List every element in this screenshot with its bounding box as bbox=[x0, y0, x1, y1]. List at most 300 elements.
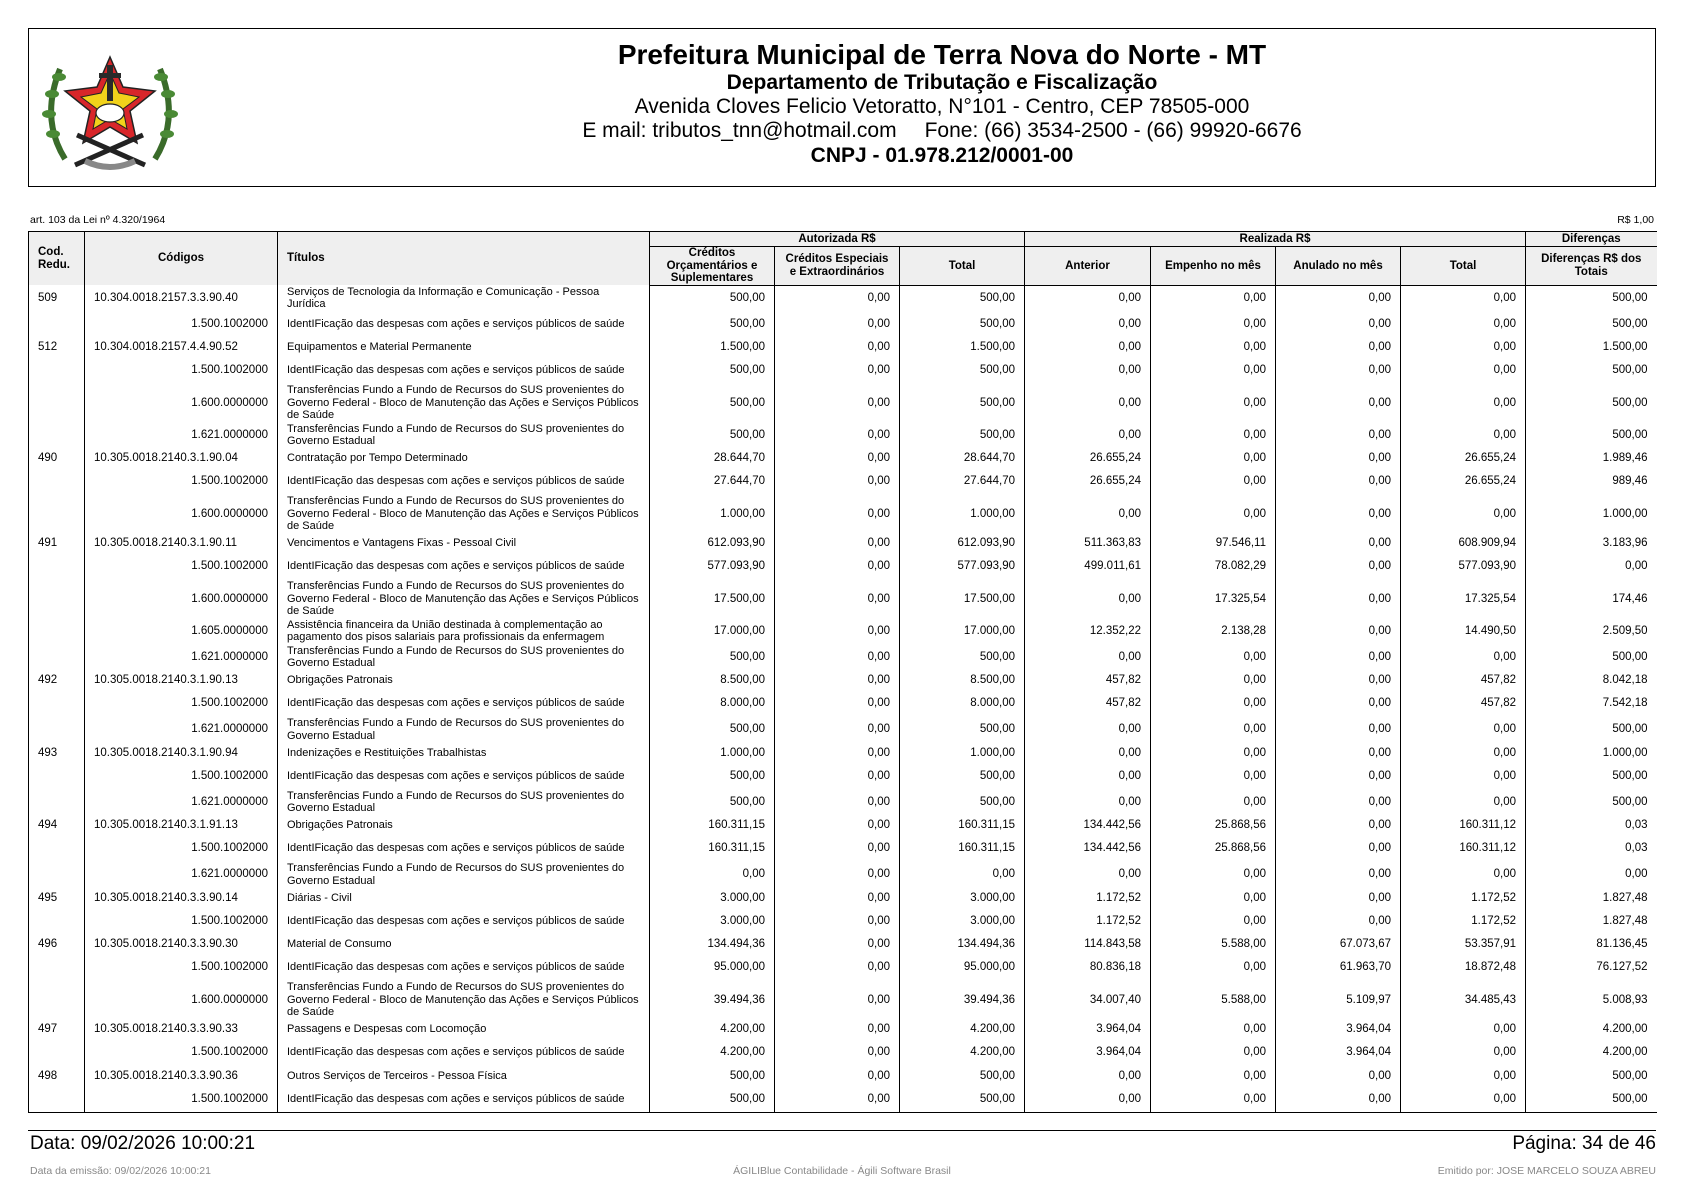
cell-anterior: 134.442,56 bbox=[1025, 836, 1151, 862]
cell-anulado: 0,00 bbox=[1276, 644, 1401, 670]
table-row bbox=[29, 384, 1657, 423]
cnpj: CNPJ - 01.978.212/0001-00 bbox=[810, 143, 1074, 167]
cell-creditos: 8.000,00 bbox=[650, 691, 775, 717]
cell-total-autorizada: 1.500,00 bbox=[900, 337, 1025, 358]
cell-titulo: Serviços de Tecnologia da Informação e Comunicação - Pessoa Jurídica bbox=[278, 285, 650, 311]
cell-codigo: 1.500.1002000 bbox=[85, 1040, 278, 1066]
cell-cod: 495 bbox=[29, 888, 85, 909]
cell-empenho: 0,00 bbox=[1151, 495, 1276, 534]
cell-empenho: 0,00 bbox=[1151, 670, 1276, 691]
cell-anterior: 3.964,04 bbox=[1025, 1040, 1151, 1066]
table-row bbox=[29, 955, 1657, 981]
cell-empenho: 5.588,00 bbox=[1151, 934, 1276, 955]
table-row bbox=[29, 836, 1657, 862]
cell-total-realizada: 0,00 bbox=[1401, 358, 1526, 384]
cell-anulado: 0,00 bbox=[1276, 670, 1401, 691]
cell-titulo: IdentIFicação das despesas com ações e serviços públicos de saúde bbox=[278, 908, 650, 934]
cell-empenho: 0,00 bbox=[1151, 1066, 1276, 1087]
municipality-title: Prefeitura Municipal de Terra Nova do Norte - MT bbox=[617, 39, 1267, 70]
cell-creditos: 500,00 bbox=[650, 1086, 775, 1112]
cell-empenho: 17.325,54 bbox=[1151, 580, 1276, 619]
cell-anulado: 3.964,04 bbox=[1276, 1019, 1401, 1040]
col-total-realizada: Total bbox=[1401, 247, 1526, 286]
cell-total-autorizada: 500,00 bbox=[900, 422, 1025, 448]
cell-empenho: 97.546,11 bbox=[1151, 533, 1276, 554]
cell-creditos: 1.000,00 bbox=[650, 743, 775, 764]
cell-cod bbox=[29, 358, 85, 384]
cell-especiais: 0,00 bbox=[775, 495, 900, 534]
cell-especiais: 0,00 bbox=[775, 422, 900, 448]
cell-creditos: 1.000,00 bbox=[650, 495, 775, 534]
cell-anulado: 0,00 bbox=[1276, 888, 1401, 909]
cell-diferenca: 4.200,00 bbox=[1526, 1040, 1657, 1066]
cell-total-autorizada: 28.644,70 bbox=[900, 448, 1025, 469]
cell-titulo: Obrigações Patronais bbox=[278, 815, 650, 836]
cell-total-autorizada: 17.000,00 bbox=[900, 618, 1025, 644]
cell-cod bbox=[29, 554, 85, 580]
cell-anterior: 0,00 bbox=[1025, 1066, 1151, 1087]
cell-titulo: IdentIFicação das despesas com ações e serviços públicos de saúde bbox=[278, 1040, 650, 1066]
cell-total-autorizada: 500,00 bbox=[900, 311, 1025, 337]
cell-total-realizada: 0,00 bbox=[1401, 644, 1526, 670]
cell-total-realizada: 0,00 bbox=[1401, 285, 1526, 311]
cell-especiais: 0,00 bbox=[775, 384, 900, 423]
cell-diferenca: 500,00 bbox=[1526, 358, 1657, 384]
cell-anterior: 34.007,40 bbox=[1025, 981, 1151, 1020]
table-row bbox=[29, 337, 1657, 358]
cell-cod bbox=[29, 862, 85, 888]
cell-anulado: 0,00 bbox=[1276, 495, 1401, 534]
cell-anulado: 0,00 bbox=[1276, 384, 1401, 423]
cell-diferenca: 1.000,00 bbox=[1526, 743, 1657, 764]
cell-diferenca: 500,00 bbox=[1526, 1066, 1657, 1087]
cell-total-autorizada: 0,00 bbox=[900, 862, 1025, 888]
cell-creditos: 4.200,00 bbox=[650, 1019, 775, 1040]
cell-diferenca: 0,03 bbox=[1526, 836, 1657, 862]
cell-diferenca: 500,00 bbox=[1526, 285, 1657, 311]
cell-total-realizada: 0,00 bbox=[1401, 1066, 1526, 1087]
cell-anterior: 0,00 bbox=[1025, 580, 1151, 619]
cell-empenho: 0,00 bbox=[1151, 337, 1276, 358]
cell-total-autorizada: 4.200,00 bbox=[900, 1040, 1025, 1066]
cell-codigo: 1.621.0000000 bbox=[85, 789, 278, 815]
table-row bbox=[29, 691, 1657, 717]
cell-creditos: 612.093,90 bbox=[650, 533, 775, 554]
cell-total-realizada: 1.172,52 bbox=[1401, 908, 1526, 934]
cell-codigo: 1.500.1002000 bbox=[85, 908, 278, 934]
cell-anulado: 0,00 bbox=[1276, 908, 1401, 934]
cell-diferenca: 7.542,18 bbox=[1526, 691, 1657, 717]
cell-empenho: 0,00 bbox=[1151, 717, 1276, 743]
report-date: Data: 09/02/2026 10:00:21 bbox=[30, 1133, 256, 1154]
cell-total-autorizada: 612.093,90 bbox=[900, 533, 1025, 554]
cell-total-realizada: 0,00 bbox=[1401, 789, 1526, 815]
email: E mail: tributos_tnn@hotmail.com bbox=[582, 119, 897, 143]
cell-cod bbox=[29, 384, 85, 423]
cell-creditos: 500,00 bbox=[650, 789, 775, 815]
cell-cod bbox=[29, 717, 85, 743]
cell-diferenca: 500,00 bbox=[1526, 789, 1657, 815]
cell-anterior: 0,00 bbox=[1025, 337, 1151, 358]
cell-codigo: 1.605.0000000 bbox=[85, 618, 278, 644]
cell-titulo: Material de Consumo bbox=[278, 934, 650, 955]
cell-anulado: 3.964,04 bbox=[1276, 1040, 1401, 1066]
cell-empenho: 0,00 bbox=[1151, 469, 1276, 495]
cell-total-autorizada: 500,00 bbox=[900, 285, 1025, 311]
cell-especiais: 0,00 bbox=[775, 888, 900, 909]
cell-especiais: 0,00 bbox=[775, 743, 900, 764]
cell-especiais: 0,00 bbox=[775, 554, 900, 580]
cell-titulo: Assistência financeira da União destinada à complementação ao pagamento dos pisos salariais para profissionais da enfermagem bbox=[278, 618, 650, 644]
cell-total-autorizada: 8.000,00 bbox=[900, 691, 1025, 717]
department-name: Departamento de Tributação e Fiscalização bbox=[726, 71, 1158, 95]
cell-empenho: 0,00 bbox=[1151, 888, 1276, 909]
cell-total-realizada: 26.655,24 bbox=[1401, 469, 1526, 495]
cell-creditos: 500,00 bbox=[650, 358, 775, 384]
table-row bbox=[29, 908, 1657, 934]
cell-empenho: 0,00 bbox=[1151, 644, 1276, 670]
cell-empenho: 25.868,56 bbox=[1151, 815, 1276, 836]
software-credit: ÁGILIBlue Contabilidade - Ágili Software Brasil bbox=[733, 1165, 951, 1177]
cell-total-autorizada: 4.200,00 bbox=[900, 1019, 1025, 1040]
cell-titulo: Transferências Fundo a Fundo de Recursos do SUS provenientes do Governo Estadual bbox=[278, 789, 650, 815]
cell-creditos: 160.311,15 bbox=[650, 836, 775, 862]
col-titulos: Títulos bbox=[278, 232, 650, 286]
budget-execution-table bbox=[28, 231, 1657, 1113]
table-row bbox=[29, 670, 1657, 691]
cell-titulo: IdentIFicação das despesas com ações e serviços públicos de saúde bbox=[278, 836, 650, 862]
cell-cod bbox=[29, 644, 85, 670]
table-row bbox=[29, 311, 1657, 337]
col-creditos-orcamentarios: Créditos Orçamentários e Suplementares bbox=[650, 247, 775, 286]
cell-creditos: 8.500,00 bbox=[650, 670, 775, 691]
cell-total-autorizada: 500,00 bbox=[900, 1066, 1025, 1087]
cell-cod: 497 bbox=[29, 1019, 85, 1040]
cell-total-autorizada: 577.093,90 bbox=[900, 554, 1025, 580]
cell-cod bbox=[29, 495, 85, 534]
cell-total-autorizada: 500,00 bbox=[900, 644, 1025, 670]
cell-especiais: 0,00 bbox=[775, 789, 900, 815]
cell-diferenca: 1.500,00 bbox=[1526, 337, 1657, 358]
col-anulado: Anulado no mês bbox=[1276, 247, 1401, 286]
cell-total-realizada: 1.172,52 bbox=[1401, 888, 1526, 909]
cell-especiais: 0,00 bbox=[775, 934, 900, 955]
cell-anulado: 0,00 bbox=[1276, 618, 1401, 644]
cell-codigo: 10.305.0018.2140.3.1.90.94 bbox=[85, 743, 278, 764]
cell-total-autorizada: 500,00 bbox=[900, 763, 1025, 789]
cell-anterior: 80.836,18 bbox=[1025, 955, 1151, 981]
cell-titulo: Transferências Fundo a Fundo de Recursos do SUS provenientes do Governo Federal - Bloco de Manutenção das Ações e Serviços Públicos de Saúde bbox=[278, 981, 650, 1020]
cell-total-realizada: 457,82 bbox=[1401, 670, 1526, 691]
cell-titulo: IdentIFicação das despesas com ações e serviços públicos de saúde bbox=[278, 763, 650, 789]
cell-anterior: 1.172,52 bbox=[1025, 908, 1151, 934]
cell-total-realizada: 0,00 bbox=[1401, 337, 1526, 358]
cell-empenho: 0,00 bbox=[1151, 789, 1276, 815]
cell-titulo: Vencimentos e Vantagens Fixas - Pessoal Civil bbox=[278, 533, 650, 554]
cell-creditos: 500,00 bbox=[650, 717, 775, 743]
cell-codigo: 1.500.1002000 bbox=[85, 1086, 278, 1112]
table-row bbox=[29, 981, 1657, 1020]
cell-diferenca: 2.509,50 bbox=[1526, 618, 1657, 644]
cell-anterior: 457,82 bbox=[1025, 670, 1151, 691]
cell-creditos: 28.644,70 bbox=[650, 448, 775, 469]
cell-total-autorizada: 1.000,00 bbox=[900, 743, 1025, 764]
cell-diferenca: 174,46 bbox=[1526, 580, 1657, 619]
cell-anulado: 0,00 bbox=[1276, 862, 1401, 888]
cell-titulo: Equipamentos e Material Permanente bbox=[278, 337, 650, 358]
cell-total-realizada: 160.311,12 bbox=[1401, 815, 1526, 836]
cell-empenho: 0,00 bbox=[1151, 285, 1276, 311]
cell-creditos: 1.500,00 bbox=[650, 337, 775, 358]
cell-cod bbox=[29, 789, 85, 815]
cell-titulo: IdentIFicação das despesas com ações e serviços públicos de saúde bbox=[278, 358, 650, 384]
cell-titulo: Transferências Fundo a Fundo de Recursos do SUS provenientes do Governo Federal - Bloco de Manutenção das Ações e Serviços Públicos de Saúde bbox=[278, 495, 650, 534]
cell-empenho: 0,00 bbox=[1151, 384, 1276, 423]
cell-especiais: 0,00 bbox=[775, 836, 900, 862]
table-row bbox=[29, 1086, 1657, 1112]
cell-diferenca: 500,00 bbox=[1526, 717, 1657, 743]
cell-empenho: 0,00 bbox=[1151, 358, 1276, 384]
cell-anulado: 0,00 bbox=[1276, 1066, 1401, 1087]
table-row bbox=[29, 815, 1657, 836]
cell-anterior: 0,00 bbox=[1025, 422, 1151, 448]
cell-empenho: 0,00 bbox=[1151, 311, 1276, 337]
cell-codigo: 10.304.0018.2157.3.3.90.40 bbox=[85, 285, 278, 311]
cell-especiais: 0,00 bbox=[775, 763, 900, 789]
cell-total-realizada: 0,00 bbox=[1401, 1086, 1526, 1112]
cell-anulado: 0,00 bbox=[1276, 311, 1401, 337]
cell-diferenca: 1.827,48 bbox=[1526, 908, 1657, 934]
cell-cod bbox=[29, 908, 85, 934]
cell-creditos: 500,00 bbox=[650, 763, 775, 789]
cell-total-realizada: 0,00 bbox=[1401, 384, 1526, 423]
cell-titulo: Transferências Fundo a Fundo de Recursos do SUS provenientes do Governo Federal - Bloco de Manutenção das Ações e Serviços Públicos de Saúde bbox=[278, 580, 650, 619]
cell-diferenca: 5.008,93 bbox=[1526, 981, 1657, 1020]
cell-empenho: 0,00 bbox=[1151, 1086, 1276, 1112]
cell-total-realizada: 0,00 bbox=[1401, 743, 1526, 764]
cell-diferenca: 500,00 bbox=[1526, 422, 1657, 448]
cell-titulo: Passagens e Despesas com Locomoção bbox=[278, 1019, 650, 1040]
table-row bbox=[29, 469, 1657, 495]
cell-codigo: 1.621.0000000 bbox=[85, 862, 278, 888]
cell-codigo: 1.500.1002000 bbox=[85, 311, 278, 337]
cell-titulo: Transferências Fundo a Fundo de Recursos do SUS provenientes do Governo Estadual bbox=[278, 862, 650, 888]
table-row bbox=[29, 717, 1657, 743]
cell-codigo: 1.600.0000000 bbox=[85, 384, 278, 423]
cell-anulado: 0,00 bbox=[1276, 554, 1401, 580]
table-row bbox=[29, 495, 1657, 534]
address: Avenida Cloves Felicio Vetoratto, N°101 - Centro, CEP 78505-000 bbox=[634, 95, 1250, 119]
cell-codigo: 1.500.1002000 bbox=[85, 691, 278, 717]
cell-total-autorizada: 8.500,00 bbox=[900, 670, 1025, 691]
page-number: Página: 34 de 46 bbox=[1512, 1133, 1656, 1154]
cell-diferenca: 500,00 bbox=[1526, 1086, 1657, 1112]
cell-total-realizada: 160.311,12 bbox=[1401, 836, 1526, 862]
cell-codigo: 10.305.0018.2140.3.1.90.04 bbox=[85, 448, 278, 469]
table-row bbox=[29, 934, 1657, 955]
cell-diferenca: 0,00 bbox=[1526, 862, 1657, 888]
cell-creditos: 95.000,00 bbox=[650, 955, 775, 981]
cell-creditos: 134.494,36 bbox=[650, 934, 775, 955]
cell-creditos: 0,00 bbox=[650, 862, 775, 888]
cell-titulo: Diárias - Civil bbox=[278, 888, 650, 909]
table-row bbox=[29, 862, 1657, 888]
cell-especiais: 0,00 bbox=[775, 815, 900, 836]
cell-anterior: 499.011,61 bbox=[1025, 554, 1151, 580]
cell-titulo: IdentIFicação das despesas com ações e serviços públicos de saúde bbox=[278, 1086, 650, 1112]
cell-total-autorizada: 39.494,36 bbox=[900, 981, 1025, 1020]
col-total-autorizada: Total bbox=[900, 247, 1025, 286]
cell-codigo: 1.500.1002000 bbox=[85, 358, 278, 384]
cell-cod bbox=[29, 955, 85, 981]
cell-codigo: 1.621.0000000 bbox=[85, 644, 278, 670]
cell-especiais: 0,00 bbox=[775, 358, 900, 384]
cell-total-autorizada: 17.500,00 bbox=[900, 580, 1025, 619]
contact-line bbox=[329, 119, 1555, 143]
cell-cod bbox=[29, 618, 85, 644]
table-row bbox=[29, 1040, 1657, 1066]
cell-codigo: 1.621.0000000 bbox=[85, 422, 278, 448]
cell-anulado: 0,00 bbox=[1276, 469, 1401, 495]
cell-empenho: 25.868,56 bbox=[1151, 836, 1276, 862]
cell-diferenca: 1.000,00 bbox=[1526, 495, 1657, 534]
cell-anterior: 0,00 bbox=[1025, 285, 1151, 311]
cell-empenho: 0,00 bbox=[1151, 1040, 1276, 1066]
cell-anulado: 0,00 bbox=[1276, 448, 1401, 469]
cell-creditos: 39.494,36 bbox=[650, 981, 775, 1020]
emitted-by: Emitido por: JOSE MARCELO SOUZA ABREU bbox=[1437, 1165, 1656, 1177]
cell-especiais: 0,00 bbox=[775, 448, 900, 469]
cell-creditos: 500,00 bbox=[650, 311, 775, 337]
cell-anterior: 0,00 bbox=[1025, 717, 1151, 743]
cell-total-realizada: 577.093,90 bbox=[1401, 554, 1526, 580]
cell-codigo: 10.305.0018.2140.3.1.91.13 bbox=[85, 815, 278, 836]
cell-diferenca: 76.127,52 bbox=[1526, 955, 1657, 981]
cell-creditos: 4.200,00 bbox=[650, 1040, 775, 1066]
cell-titulo: Obrigações Patronais bbox=[278, 670, 650, 691]
cell-codigo: 1.500.1002000 bbox=[85, 554, 278, 580]
cell-anulado: 0,00 bbox=[1276, 358, 1401, 384]
cell-anulado: 5.109,97 bbox=[1276, 981, 1401, 1020]
cell-especiais: 0,00 bbox=[775, 717, 900, 743]
cell-codigo: 10.305.0018.2140.3.3.90.14 bbox=[85, 888, 278, 909]
cell-especiais: 0,00 bbox=[775, 691, 900, 717]
cell-total-autorizada: 3.000,00 bbox=[900, 888, 1025, 909]
cell-codigo: 10.305.0018.2140.3.3.90.33 bbox=[85, 1019, 278, 1040]
table-row bbox=[29, 888, 1657, 909]
cell-creditos: 17.000,00 bbox=[650, 618, 775, 644]
cell-anulado: 0,00 bbox=[1276, 717, 1401, 743]
cell-empenho: 0,00 bbox=[1151, 743, 1276, 764]
cell-anulado: 67.073,67 bbox=[1276, 934, 1401, 955]
cell-total-realizada: 0,00 bbox=[1401, 862, 1526, 888]
cell-titulo: Transferências Fundo a Fundo de Recursos do SUS provenientes do Governo Federal - Bloco de Manutenção das Ações e Serviços Públicos de Saúde bbox=[278, 384, 650, 423]
cell-anterior: 26.655,24 bbox=[1025, 469, 1151, 495]
cell-creditos: 17.500,00 bbox=[650, 580, 775, 619]
col-diferencas-totais: Diferenças R$ dos Totais bbox=[1526, 247, 1657, 286]
table-row bbox=[29, 554, 1657, 580]
group-autorizada: Autorizada R$ bbox=[650, 232, 1025, 247]
cell-cod bbox=[29, 763, 85, 789]
cell-codigo: 10.305.0018.2140.3.1.90.13 bbox=[85, 670, 278, 691]
cell-titulo: Contratação por Tempo Determinado bbox=[278, 448, 650, 469]
cell-codigo: 1.500.1002000 bbox=[85, 955, 278, 981]
cell-codigo: 1.600.0000000 bbox=[85, 981, 278, 1020]
cell-anterior: 26.655,24 bbox=[1025, 448, 1151, 469]
cell-diferenca: 1.827,48 bbox=[1526, 888, 1657, 909]
col-codigos: Códigos bbox=[85, 232, 278, 286]
cell-codigo: 10.305.0018.2140.3.3.90.36 bbox=[85, 1066, 278, 1087]
cell-diferenca: 1.989,46 bbox=[1526, 448, 1657, 469]
cell-especiais: 0,00 bbox=[775, 533, 900, 554]
cell-especiais: 0,00 bbox=[775, 1066, 900, 1087]
cell-anterior: 0,00 bbox=[1025, 311, 1151, 337]
cell-total-realizada: 0,00 bbox=[1401, 763, 1526, 789]
cell-anulado: 0,00 bbox=[1276, 422, 1401, 448]
cell-total-autorizada: 500,00 bbox=[900, 717, 1025, 743]
cell-titulo: Indenizações e Restituições Trabalhistas bbox=[278, 743, 650, 764]
cell-codigo: 1.500.1002000 bbox=[85, 763, 278, 789]
table-row bbox=[29, 644, 1657, 670]
cell-total-realizada: 0,00 bbox=[1401, 1040, 1526, 1066]
cell-creditos: 500,00 bbox=[650, 1066, 775, 1087]
cell-empenho: 0,00 bbox=[1151, 908, 1276, 934]
cell-anulado: 0,00 bbox=[1276, 836, 1401, 862]
cell-total-autorizada: 3.000,00 bbox=[900, 908, 1025, 934]
cell-codigo: 1.600.0000000 bbox=[85, 495, 278, 534]
cell-total-realizada: 14.490,50 bbox=[1401, 618, 1526, 644]
cell-anterior: 0,00 bbox=[1025, 644, 1151, 670]
cell-especiais: 0,00 bbox=[775, 670, 900, 691]
cell-cod bbox=[29, 981, 85, 1020]
cell-diferenca: 4.200,00 bbox=[1526, 1019, 1657, 1040]
cell-creditos: 500,00 bbox=[650, 644, 775, 670]
cell-especiais: 0,00 bbox=[775, 862, 900, 888]
cell-diferenca: 8.042,18 bbox=[1526, 670, 1657, 691]
cell-codigo: 10.305.0018.2140.3.1.90.11 bbox=[85, 533, 278, 554]
cell-anterior: 0,00 bbox=[1025, 763, 1151, 789]
cell-total-autorizada: 500,00 bbox=[900, 1086, 1025, 1112]
table-row bbox=[29, 285, 1657, 311]
cell-codigo: 1.621.0000000 bbox=[85, 717, 278, 743]
municipal-crest-icon bbox=[35, 39, 185, 179]
cell-total-autorizada: 500,00 bbox=[900, 384, 1025, 423]
cell-anterior: 3.964,04 bbox=[1025, 1019, 1151, 1040]
cell-especiais: 0,00 bbox=[775, 469, 900, 495]
legal-reference: art. 103 da Lei nº 4.320/1964 bbox=[30, 214, 166, 226]
emission-date: Data da emissão: 09/02/2026 10:00:21 bbox=[30, 1165, 211, 1177]
cell-codigo: 1.500.1002000 bbox=[85, 469, 278, 495]
cell-especiais: 0,00 bbox=[775, 955, 900, 981]
cell-especiais: 0,00 bbox=[775, 1086, 900, 1112]
cell-cod: 509 bbox=[29, 285, 85, 311]
cell-empenho: 0,00 bbox=[1151, 422, 1276, 448]
cell-anulado: 0,00 bbox=[1276, 815, 1401, 836]
col-creditos-especiais: Créditos Especiais e Extraordinários bbox=[775, 247, 900, 286]
cell-anterior: 457,82 bbox=[1025, 691, 1151, 717]
cell-anterior: 1.172,52 bbox=[1025, 888, 1151, 909]
cell-diferenca: 81.136,45 bbox=[1526, 934, 1657, 955]
cell-total-realizada: 457,82 bbox=[1401, 691, 1526, 717]
report-header bbox=[28, 28, 1656, 187]
cell-empenho: 0,00 bbox=[1151, 691, 1276, 717]
cell-titulo: Transferências Fundo a Fundo de Recursos do SUS provenientes do Governo Estadual bbox=[278, 644, 650, 670]
cell-diferenca: 500,00 bbox=[1526, 384, 1657, 423]
table-row bbox=[29, 358, 1657, 384]
cell-especiais: 0,00 bbox=[775, 311, 900, 337]
cell-empenho: 78.082,29 bbox=[1151, 554, 1276, 580]
table-row bbox=[29, 448, 1657, 469]
